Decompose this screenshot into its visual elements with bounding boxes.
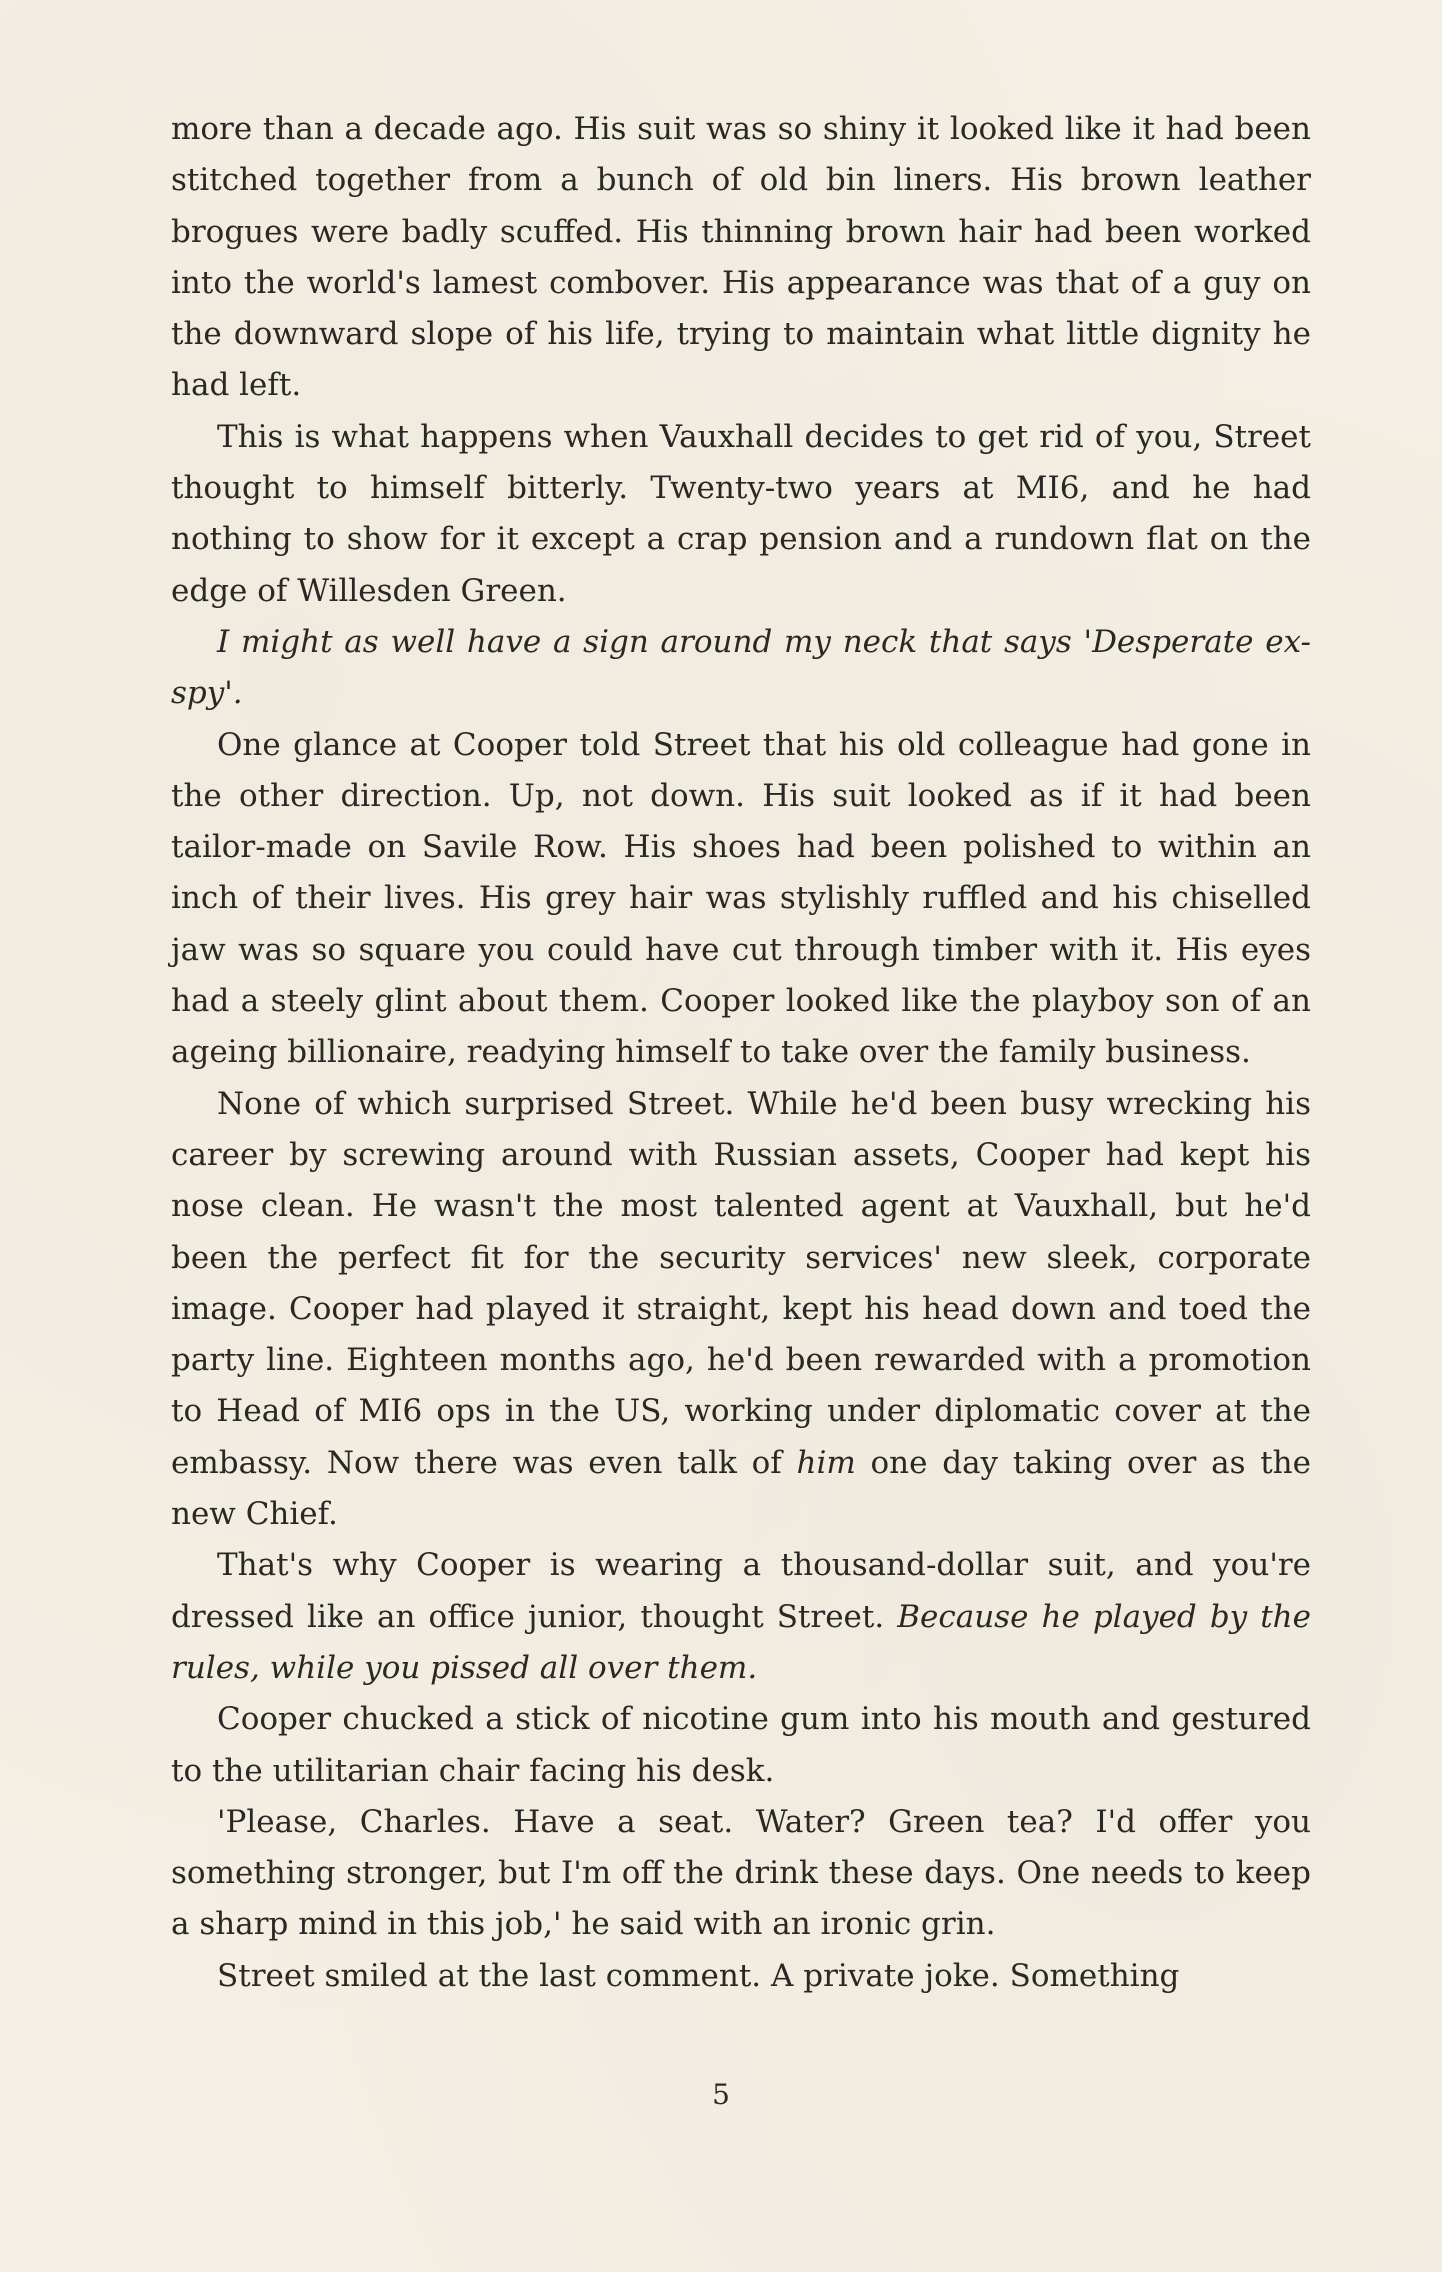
paragraph-text: one day taking over as the new Chief.	[171, 1444, 1311, 1533]
paragraph-5	[171, 1079, 1311, 1541]
page-number: 5	[712, 2078, 730, 2111]
paragraph-text: more than a decade ago. His suit was so shiny it looked like it had been stitched together from a bunch of old bin liners. His brown leather brogues were badly scuffed. His thinning brown hair had been worked into the world's lamest combover. His appearance was that of a guy on the downward slope of his life, trying to maintain what little dignity he had left.	[171, 111, 1311, 404]
paragraph-text: Cooper chucked a stick of nicotine gum into his mouth and gestured to the utilitarian chair facing his desk.	[171, 1701, 1311, 1789]
paragraph-9	[171, 1951, 1311, 2002]
paragraph-6	[171, 1540, 1311, 1694]
paragraph-4	[171, 720, 1311, 1079]
paragraph-text: I might as well have a sign around my neck that says 'Desperate ex-spy'.	[171, 623, 1311, 712]
body-text	[171, 104, 1311, 2002]
paragraph-text: 'Please, Charles. Have a seat. Water? Green tea? I'd offer you something stronger, but I'm off the drink these days. One needs to keep a sharp mind in this job,' he said with an ironic grin.	[171, 1803, 1311, 1943]
emphasis-text: Because he played by the rules, while you pissed all over them.	[171, 1598, 1311, 1686]
paragraph-1	[171, 104, 1311, 412]
paragraph-2	[171, 412, 1311, 617]
paragraph-text: None of which surprised Street. While he'd been busy wrecking his career by screwing around with Russian assets, Cooper had kept his nose clean. He wasn't the most talented agent at Vauxhall, but he'd been the perfect fit for the security services' new sleek, corporate image. Cooper had played it straight, kept his head down and toed the party line. Eighteen months ago, he'd been rewarded with a promotion to Head of MI6 ops in the US, working under diplomatic cover at the embassy. Now there was even talk of	[171, 1085, 1311, 1481]
paragraph-8	[171, 1797, 1311, 1951]
paragraph-3-thought	[171, 617, 1311, 720]
paragraph-text: That's why Cooper is wearing a thousand-dollar suit, and you're dressed like an office junior, thought Street.	[171, 1547, 1311, 1635]
paragraph-text: Street smiled at the last comment. A private joke. Something	[217, 1957, 1180, 1994]
paragraph-text: This is what happens when Vauxhall decides to get rid of you, Street thought to himself bitterly. Twenty-two years at MI6, and he had nothing to show for it except a crap pension and a rundown flat on the edge of Willesden Green.	[171, 418, 1311, 609]
paragraph-text: One glance at Cooper told Street that his old colleague had gone in the other direction. Up, not down. His suit looked as if it had been tailor-made on Savile Row. His shoes had been polished to within an inch of their lives. His grey hair was stylishly ruffled and his chiselled jaw was so square you could have cut through timber with it. His eyes had a steely glint about them. Cooper looked like the playboy son of an ageing billionaire, readying himself to take over the family business.	[171, 726, 1311, 1071]
emphasis-text: him	[796, 1444, 856, 1481]
paragraph-7	[171, 1694, 1311, 1797]
